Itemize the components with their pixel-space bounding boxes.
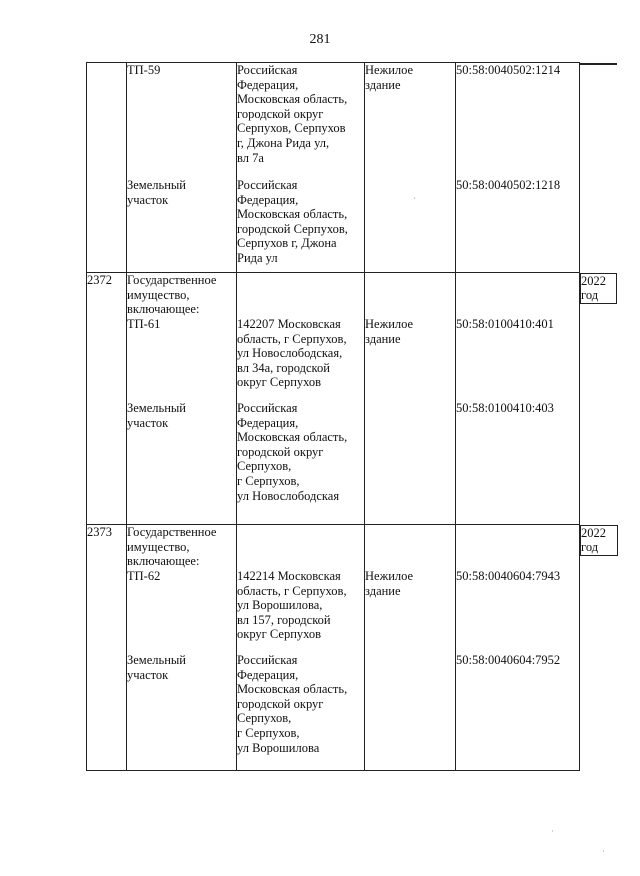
cadastral-number-cell <box>456 525 580 771</box>
object-address: 142207 Московская область, г Серпухов, ул Новослободская, вл 34а, городской округ Серпухов <box>237 317 347 390</box>
object-address-cell <box>237 525 365 771</box>
object-name: ТП-59 <box>127 63 161 77</box>
object-name: Земельный участок <box>127 653 186 682</box>
object-name: Государственное имущество, включающее: <box>127 525 217 569</box>
object-type: Нежилое здание <box>365 317 414 346</box>
object-name-cell <box>127 63 237 273</box>
object-address: Российская Федерация, Московская область, городской Серпухов, Серпухов г, Джона Рида ул <box>237 178 348 265</box>
object-type-cell <box>365 63 456 273</box>
object-name-cell <box>127 525 237 771</box>
scan-speck: · <box>551 826 554 836</box>
cadastral-number-cell <box>456 63 580 273</box>
object-name: ТП-62 <box>127 569 161 583</box>
scan-speck: · <box>602 846 605 856</box>
cadastral-number: 50:58:0040604:7943 <box>456 569 561 583</box>
object-type: Нежилое здание <box>365 63 414 92</box>
object-address: Российская Федерация, Московская область, городской округ Серпухов, Серпухов г, Джона Рида ул, вл 7а <box>237 63 348 165</box>
object-name: ТП-61 <box>127 317 161 331</box>
table-row <box>87 63 618 273</box>
table-row <box>87 525 618 771</box>
object-address-cell <box>237 63 365 273</box>
cadastral-number: 50:58:0100410:403 <box>456 401 554 415</box>
cadastral-number: 50:58:0100410:401 <box>456 317 554 331</box>
page-number: 281 <box>309 32 331 47</box>
object-name-cell <box>127 273 237 525</box>
object-address: Российская Федерация, Московская область, городской округ Серпухов, г Серпухов, ул Ворошилова <box>237 653 348 755</box>
year-cell <box>580 63 617 65</box>
object-type-cell <box>365 273 456 525</box>
year-cell: 2022 год <box>580 273 617 304</box>
object-name: Земельный участок <box>127 401 186 430</box>
row-number <box>87 63 127 273</box>
year-cell: 2022 год <box>580 525 618 556</box>
table-row <box>87 273 618 525</box>
row-number: 2373 <box>87 525 127 771</box>
cadastral-number: 50:58:0040502:1214 <box>456 63 561 77</box>
cadastral-number-cell <box>456 273 580 525</box>
object-address-cell <box>237 273 365 525</box>
cadastral-number: 50:58:0040502:1218 <box>456 178 561 192</box>
object-address: Российская Федерация, Московская область, городской округ Серпухов, г Серпухов, ул Новослободская <box>237 401 348 503</box>
object-type-cell <box>365 525 456 771</box>
object-type: Нежилое здание <box>365 569 414 598</box>
scan-speck: · <box>413 193 416 203</box>
object-name: Государственное имущество, включающее: <box>127 273 217 317</box>
object-name: Земельный участок <box>127 178 186 207</box>
property-table <box>86 62 618 771</box>
cadastral-number: 50:58:0040604:7952 <box>456 653 561 667</box>
object-address: 142214 Московская область, г Серпухов, ул Ворошилова, вл 157, городской округ Серпухов <box>237 569 347 642</box>
row-number: 2372 <box>87 273 127 525</box>
